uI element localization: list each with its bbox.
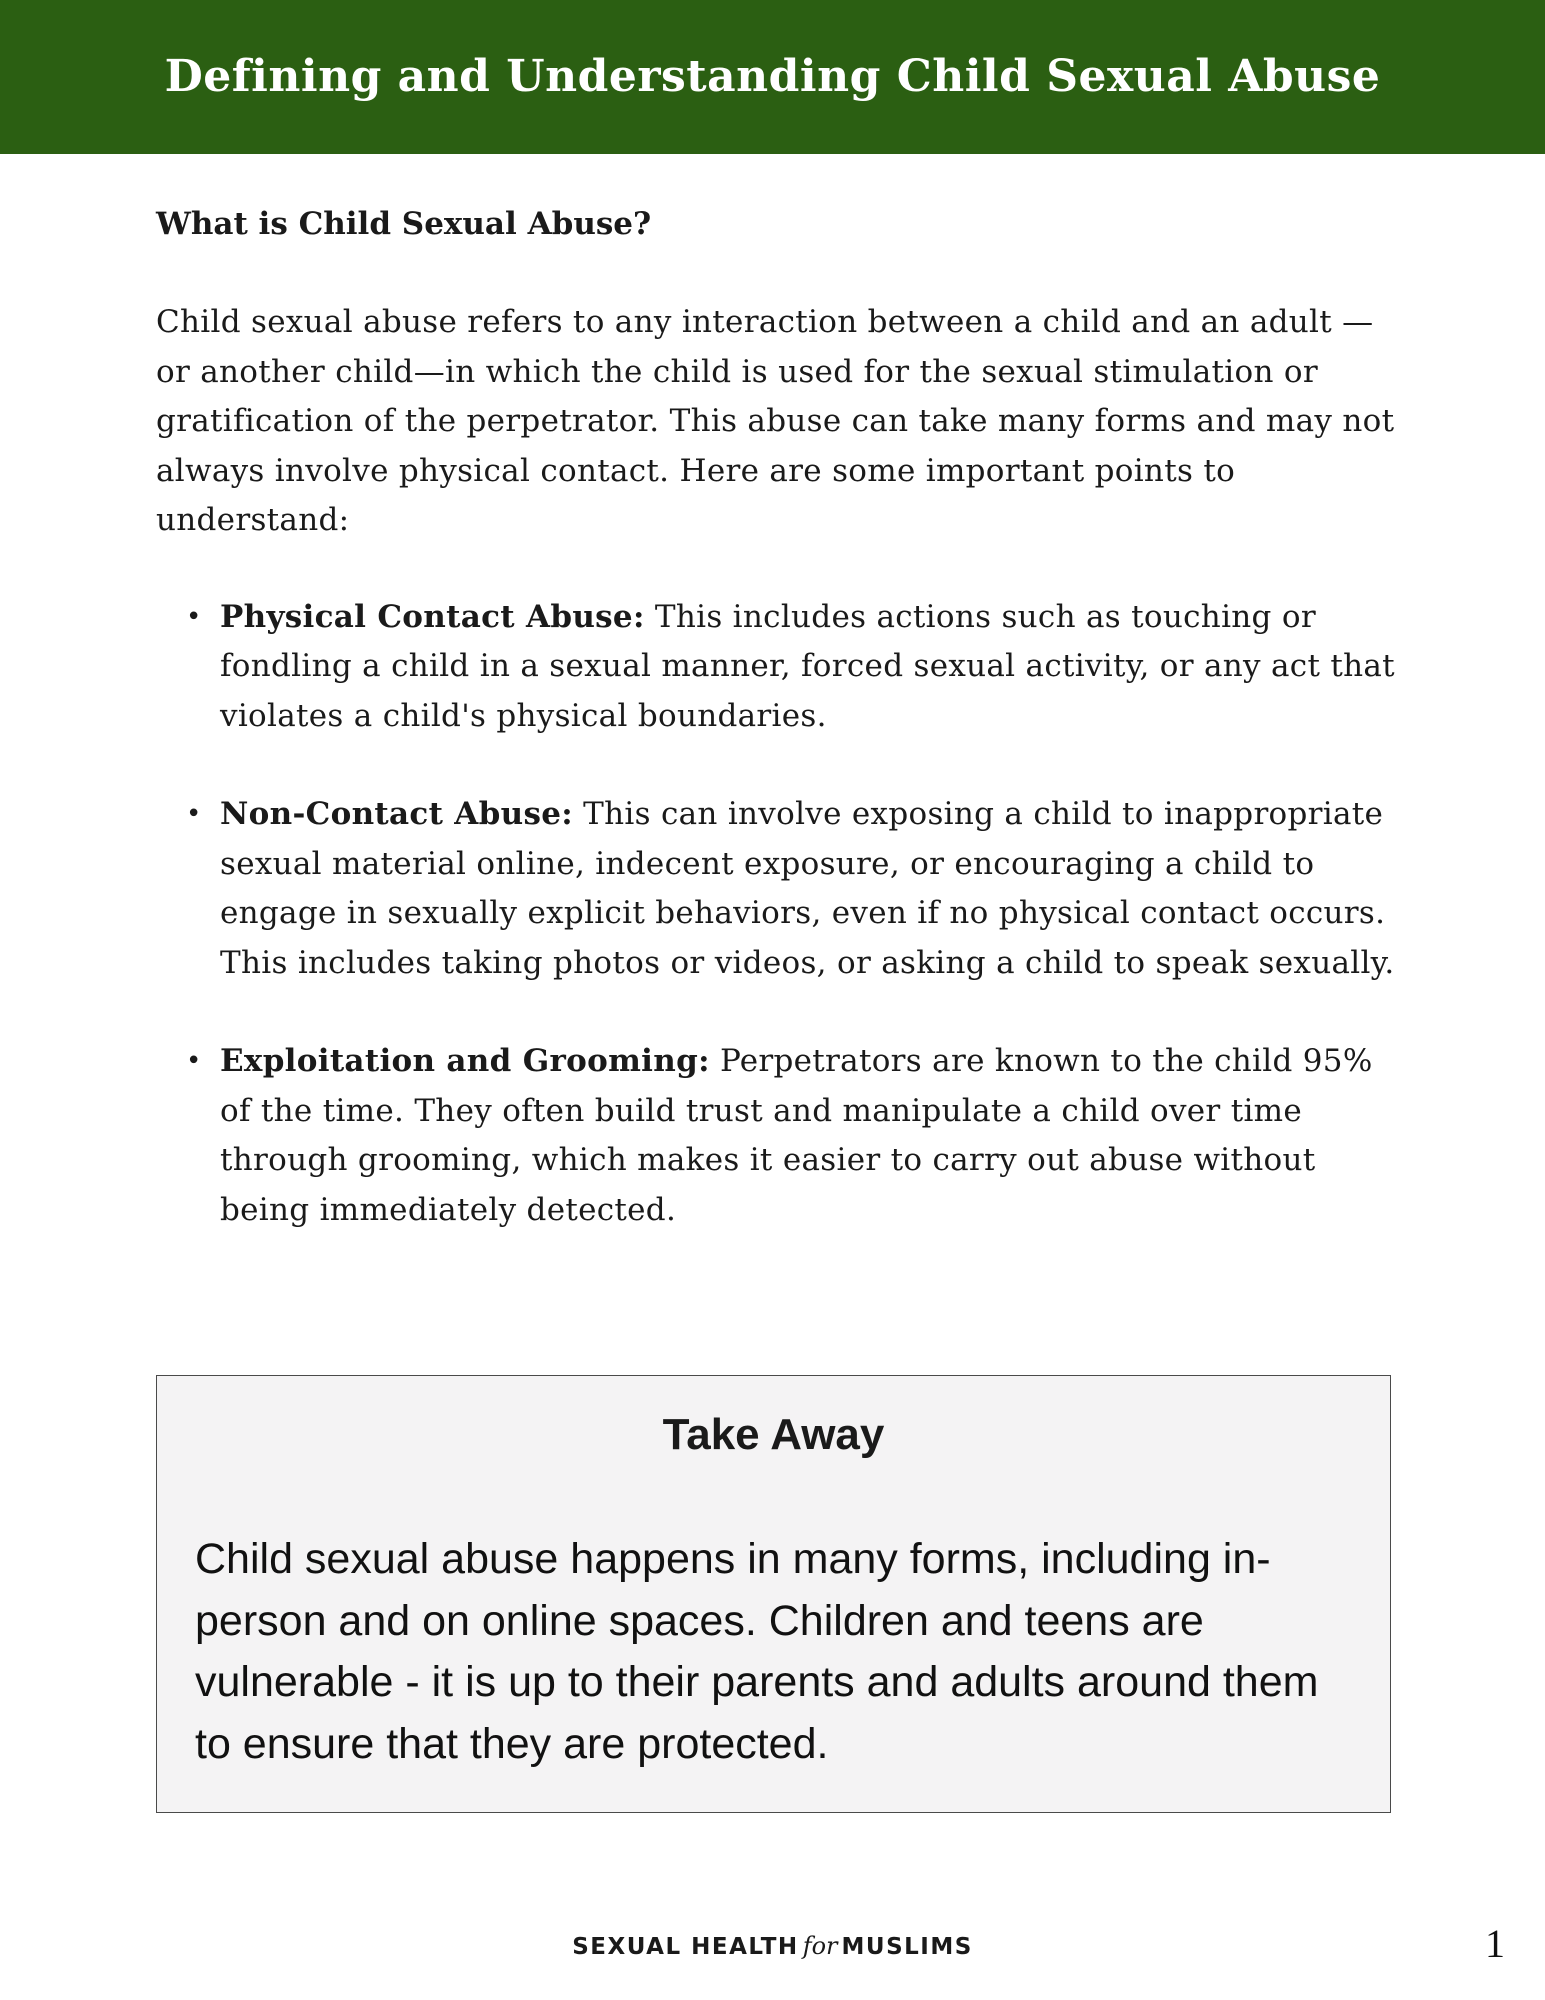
takeaway-body: Child sexual abuse happens in many forms, including in-person and on online spaces. Children and teens are vulnerable - it is up to their parents and adults around them to ensure that they are protected. [195,1535,1319,1768]
bullet-icon: • [186,1046,202,1076]
page-title: Defining and Understanding Child Sexual Abuse [164,50,1381,102]
point-text: This can involve exposing a child to inappropriate sexual material online, indecent exposure, or encouraging a child to engage in sexually explicit behaviors, even if no physical contact occurs. This includes taking photos or videos, or asking a child to speak sexually. [220,796,1395,981]
list-item [156,790,1396,988]
list-item [156,1037,1396,1235]
bullet-icon: • [186,601,202,632]
page-number: 1 [1485,1921,1505,1966]
header-band [0,0,1545,154]
point-term: Physical Contact Abuse: [220,598,645,635]
point-text: Perpetrators are known to the child 95% of the time. They often build trust and manipulate a child over time through grooming, which makes it easier to carry out abuse without being immediately detected. [220,1043,1373,1228]
footer-brand-logo [0,1932,1545,1960]
list-item [156,593,1396,742]
bullet-icon: • [186,799,202,829]
intro-paragraph: Child sexual abuse refers to any interaction between a child and an adult —or another child—in which the child is used for the sexual stimulation or gratification of the perpetrator. This abuse can take many forms and may not always involve physical contact. Here are some important points to understand: [156,304,1395,538]
brand-part1: SEXUAL HEALTH [572,1934,799,1960]
points-list [156,593,1396,1236]
brand-for: for [802,1932,838,1960]
point-text: This includes actions such as touching or fondling a child in a sexual manner, forced sexual activity, or any act that violates a child's physical boundaries. [220,598,1395,734]
point-term: Non-Contact Abuse: [220,796,573,832]
main-content [156,200,1396,1284]
section-heading: What is Child Sexual Abuse? [156,206,652,242]
takeaway-title: Take Away [662,1410,885,1459]
brand-part2: MUSLIMS [841,1934,973,1960]
takeaway-box [156,1375,1391,1813]
point-term: Exploitation and Grooming: [220,1043,710,1079]
